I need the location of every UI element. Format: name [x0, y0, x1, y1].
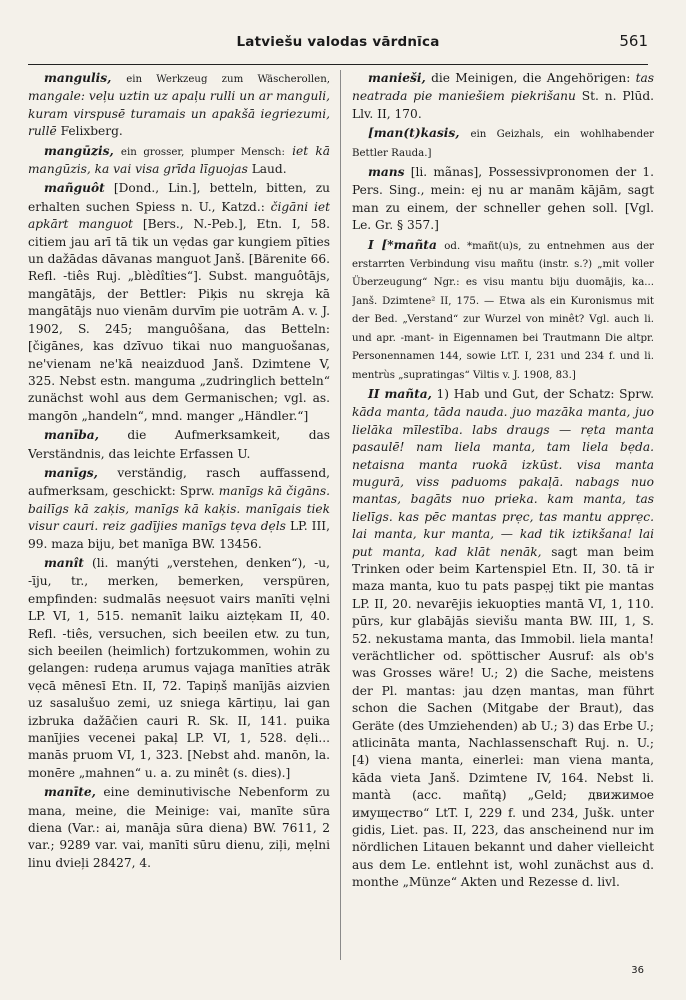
dictionary-entry [352, 70, 654, 123]
right-column [352, 70, 654, 960]
dictionary-entry [352, 125, 654, 162]
entry-example: čigāni iet apkārt manguot [28, 199, 330, 232]
entry-headword: mangulis, [44, 71, 112, 85]
entry-headword: [man(t)kasis, [368, 126, 460, 141]
entry-citation: sagt man beim Trinken oder beim Kartenspiel Etn. II, 30. tā ir maza manta, kuo tu pats paspẹj tikt pie mantas LP. II, 20. nevarējis iekuopties mantā VI, 1, 110. pūrs, kur glabājās sievišu manta BW. III, 1, S. 52. nekustama manta, das Immobil. liela manta! verächtlicher od. spöttischer Ausruf: als ob's was Grosses wäre! U.; 2) die Sache, meistens der Pl. mantas: jau dzẹn mantas, man führt schon die Sachen (Mitgabe der Braut), das Geräte (des Umziehenden) ab U.; 3) das Erbe U.; atlicināta manta, Nachlassenschaft Ruj. n. U.; [4) viena manta, einerlei: man viena manta, kāda vieta Janš. Dzimtene IV, 164. Nebst li. mantà (acc. mañtą) „Geld; движимое имущество“ LtT. I, 229 f. und 234, Jušk. unter gidis, Liet. pas. II, 223, das anscheinend nur im nördlichen Litauen bekannt und daher vielleicht aus dem Le. entlehnt ist, wohl zunächst aus d. monthe „Münze“ Akten und Rezesse d. livl. [352, 544, 654, 890]
running-title: Latviešu valodas vārdnīca [236, 34, 440, 50]
left-column [28, 70, 330, 960]
entry-grammar-note: ein Werkzeug zum Wäscherollen, [126, 74, 330, 85]
column-separator [340, 70, 341, 960]
entry-headword: manieši, [368, 71, 426, 85]
entry-headword: manība, [44, 428, 99, 443]
dictionary-entry [352, 237, 654, 384]
entry-definition: (li. manýti „verstehen, denken“), -u, -īju, tr., merken, bemerken, verspüren, empfinden: sudmalās neẹsuot vairs manīti vẹlni LP. VI, 1, 515. nemanīt laiku aiztẹkam II, 40. Refl. -tiês, versuchen, sich beeilen etw. zu tun, sich beeilen (heimlich) fortzukommen, wohin zu gelangen: rudeņa arumus vajaga manīties atrāk vẹcā mēnesī Etn. II, 72. Tapiņš manījās aizvien uz sasalušuo zemi, uz sniega kārtiņu, lai gan izbruka dažāčien cauri R. Sk. II, 141. puika manījies vecenei pakaļ LP. VI, 1, 528. dẹli... manās pruom VI, 1, 323. [Nebst ahd. manōn, la. monēre „mahnen“ u. a. zu minêt (s. dies).] [28, 555, 330, 780]
entry-citation: [Bers., N.-Peb.], Etn. I, 58. citiem jau arī tā tik un vẹdas gar kungiem pīties un dažādas dāvanas manguot Janš. [Bärenite 66. Refl. -tiês Ruj. „blèdîties“]. Subst. manguôtājs, mangātājs, der Bettler: Piķis nu skrẹja kā mangātājs nuo vienām durvīm pie uotrām A. v. J. 1902, S. 245; manguôšana, das Betteln: [čigānes, kas dzīvuo tikai nuo manguošanas, ne'vienam ne'kā neaizduod Janš. Dzimtene V, 325. Nebst estn. manguma „zudringlich betteln“ zunächst wohl aus dem Germanischen; vgl. as. mangōn „handeln“, mnd. manger „Händler.“] [28, 217, 330, 423]
signature-mark: 36 [631, 965, 644, 976]
entry-definition: eine deminutivische Nebenform zu mana, meine, die Meinige: vai, manīte sūra diena (Var.: ai, manāja sūra diena) BW. 7611, 2 var.; 9289 var. vai, manīti sūru dienu, ziļi, mẹlni linu dvieļi 28427, 4. [28, 785, 330, 870]
entry-citation: LP. III, 99. maza biju, bet manīga BW. 13456. [28, 519, 330, 551]
dictionary-entry [28, 555, 330, 782]
entry-example: manīgs kā čigāns. bailīgs kā zaķis, manīgs kā kaķis. manīgais tiek visur cauri. reiz gadījies manīgs tẹva dẹls [28, 484, 330, 534]
dictionary-entry [28, 143, 330, 179]
entry-definition: [li. mãnas], Possessivpronomen der 1. Pers. Sing., mein: ej nu ar manām kājām, sagt man zu einem, der schneller gehen soll. [Vgl. Le. Gr. § 357.] [352, 165, 654, 233]
entry-headword: II mañta, [368, 386, 432, 401]
entry-example: tas neatrada pie maniešiem piekrišanu [352, 71, 654, 104]
entry-headword: mans [368, 165, 405, 180]
page-header [28, 28, 648, 65]
dictionary-entry [28, 180, 330, 425]
dictionary-entry [28, 70, 330, 141]
dictionary-entry [28, 465, 330, 553]
entry-grammar-note: ein grosser, plumper Mensch: [120, 146, 285, 158]
dictionary-entry [352, 164, 654, 235]
entry-example: iet kā mangūzis, ka vai visa grīda līguojas [28, 143, 330, 177]
entry-grammar-note: ein Geizhals, ein wohlhabender Bettler Rauda.] [352, 129, 654, 159]
entry-headword: I [*mañta [368, 237, 437, 252]
entry-headword: manīte, [44, 785, 96, 800]
entry-headword: manît [44, 555, 84, 570]
dictionary-entry [28, 784, 330, 872]
entry-headword: manīgs, [44, 465, 98, 480]
dictionary-entry [352, 386, 654, 892]
entry-headword: mañguôt [44, 181, 105, 196]
entry-citation: Laud. [251, 162, 287, 177]
entry-example: mangale: veļu uztin uz apaļu rulli un ar manguli, kuram virspusē turamais un apakšā iegriezumi, rullē [28, 89, 330, 139]
page-number: 561 [619, 32, 648, 50]
dictionary-entry [28, 427, 330, 463]
entry-citation: St. n. Plūd. Llv. II, 170. [352, 89, 654, 121]
entry-definition: verständig, rasch auffassend, aufmerksam, geschickt: Sprw. [28, 465, 330, 499]
entry-grammar-note: od. *mañt(u)s, zu entnehmen aus der erstarrten Verbindung visu mañtu (instr. s.?) „mit voller Überzeugung“ Ngr.: es visu mantu biju duomājis, ka... Janš. Dzimtene² II, 175. — Etwa als ein Kuronismus mit der Bed. „Verstand“ zur Wurzel von minêt? Vgl. auch li. und apr. -mant- in Eigennamen bei Trautmann Die altpr. Personennamen 144, sowie LtT. I, 231 und 234 f. und li. mentrùs „supratingas“ Viltis v. J. 1908, 83.] [352, 240, 654, 381]
entry-definition: 1) Hab und Gut, der Schatz: Sprw. [436, 386, 654, 401]
entry-citation: Felixberg. [60, 124, 123, 139]
entry-headword: mangūzis, [44, 143, 114, 158]
entry-definition: [Dond., Lin.], betteln, bitten, zu erhalten suchen Spiess n. U., Katzd.: [28, 181, 330, 214]
entry-example: kāda manta, tāda nauda. juo mazāka manta, juo lielāka mīlestība. labs draugs — rẹta manta pasaulē! nam liela manta, tam liela bẹda. netaisna manta ruokā izkūst. visa manta mugurā, viss paduoms pakaļā. nabags nuo mantas, bagāts nuo prieka. kam manta, tas lielīgs. kas pēc mantas prẹc, tas mantu apprẹc. lai manta, kur manta, — kad tik iztikšana! lai put manta, kad klāt nenāk, [352, 405, 654, 559]
entry-definition: die Meinigen, die Angehörigen: [431, 71, 631, 85]
entry-definition: die Aufmerksamkeit, das Verständnis, das leichte Erfassen U. [28, 428, 330, 461]
